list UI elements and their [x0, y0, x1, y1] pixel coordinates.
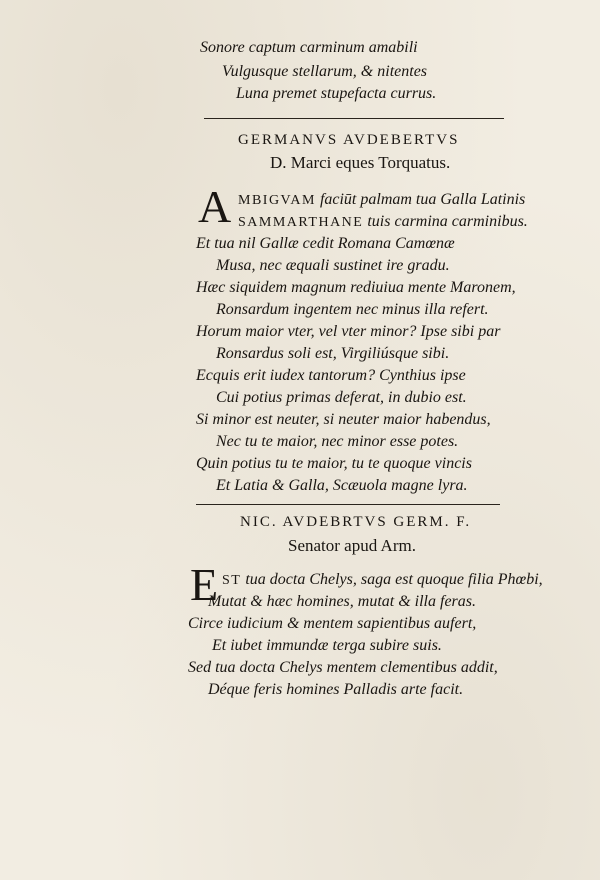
- top-poem-line-1: Sonore captum carminum amabili: [200, 39, 418, 56]
- poem1-line-12: Nec tu te maior, nec minor esse potes.: [216, 433, 459, 450]
- poem2-line-4: Et iubet immundæ terga subire suis.: [212, 637, 442, 654]
- poem1-line-8: Ronsardus soli est, Virgiliúsque sibi.: [216, 345, 450, 362]
- poem1-line-9: Ecquis erit iudex tantorum? Cynthius ipse: [196, 367, 466, 384]
- poem2-line-1: [222, 570, 543, 591]
- poem1-first-rest: faciūt palmam tua Galla Latinis: [315, 191, 526, 208]
- poem2-line-6: Déque feris homines Palladis arte facit.: [208, 681, 464, 698]
- poem1-second-caps: SAMMARTHANE: [238, 215, 364, 230]
- poem1-author: GERMANVS AVDEBERTVS: [238, 132, 460, 148]
- poem1-first-caps: MBIGVAM: [238, 193, 316, 208]
- poem2-author: NIC. AVDEBRTVS GERM. F.: [240, 514, 472, 530]
- top-poem-line-3: Luna premet stupefacta currus.: [236, 85, 437, 102]
- poem1-line-5: Hæc siquidem magnum rediuiua mente Maronem,: [196, 279, 516, 296]
- poem1-line-6: Ronsardum ingentem nec minus illa refert.: [216, 301, 489, 318]
- poem2-dropcap: E: [190, 559, 219, 610]
- poem2-first-rest: tua docta Chelys, saga est quoque filia Phœbi,: [241, 571, 543, 588]
- poem1-line-11: Si minor est neuter, si neuter maior habendus,: [196, 411, 491, 428]
- poem2-line-3: Circe iudicium & mentem sapientibus aufert,: [188, 615, 477, 632]
- poem1-line-13: Quin potius tu te maior, tu te quoque vincis: [196, 455, 472, 472]
- poem1-title: D. Marci eques Torquatus.: [270, 153, 451, 172]
- poem2-line-2: Mutat & hæc homines, mutat & illa feras.: [208, 593, 476, 610]
- divider-rule-2: [196, 504, 500, 505]
- poem2-line-5: Sed tua docta Chelys mentem clementibus addit,: [188, 659, 498, 676]
- poem1-line-3: Et tua nil Gallæ cedit Romana Camœnæ: [196, 235, 455, 252]
- poem1-line-7: Horum maior vter, vel vter minor? Ipse sibi par: [196, 323, 501, 340]
- poem1-dropcap: A: [198, 181, 232, 232]
- poem1-line-2: [238, 212, 528, 233]
- poem1-line-14: Et Latia & Galla, Scæuola magne lyra.: [216, 477, 468, 494]
- poem1-second-rest: tuis carmina carminibus.: [363, 213, 528, 230]
- divider-rule-1: [204, 118, 504, 119]
- poem2-title: Senator apud Arm.: [288, 536, 416, 555]
- poem1-line-1: [238, 190, 525, 211]
- poem2-first-caps: ST: [222, 573, 242, 588]
- poem1-line-4: Musa, nec æquali sustinet ire gradu.: [216, 257, 450, 274]
- top-poem-line-2: Vulgusque stellarum, & nitentes: [222, 63, 428, 80]
- poem1-line-10: Cui potius primas deferat, in dubio est.: [216, 389, 467, 406]
